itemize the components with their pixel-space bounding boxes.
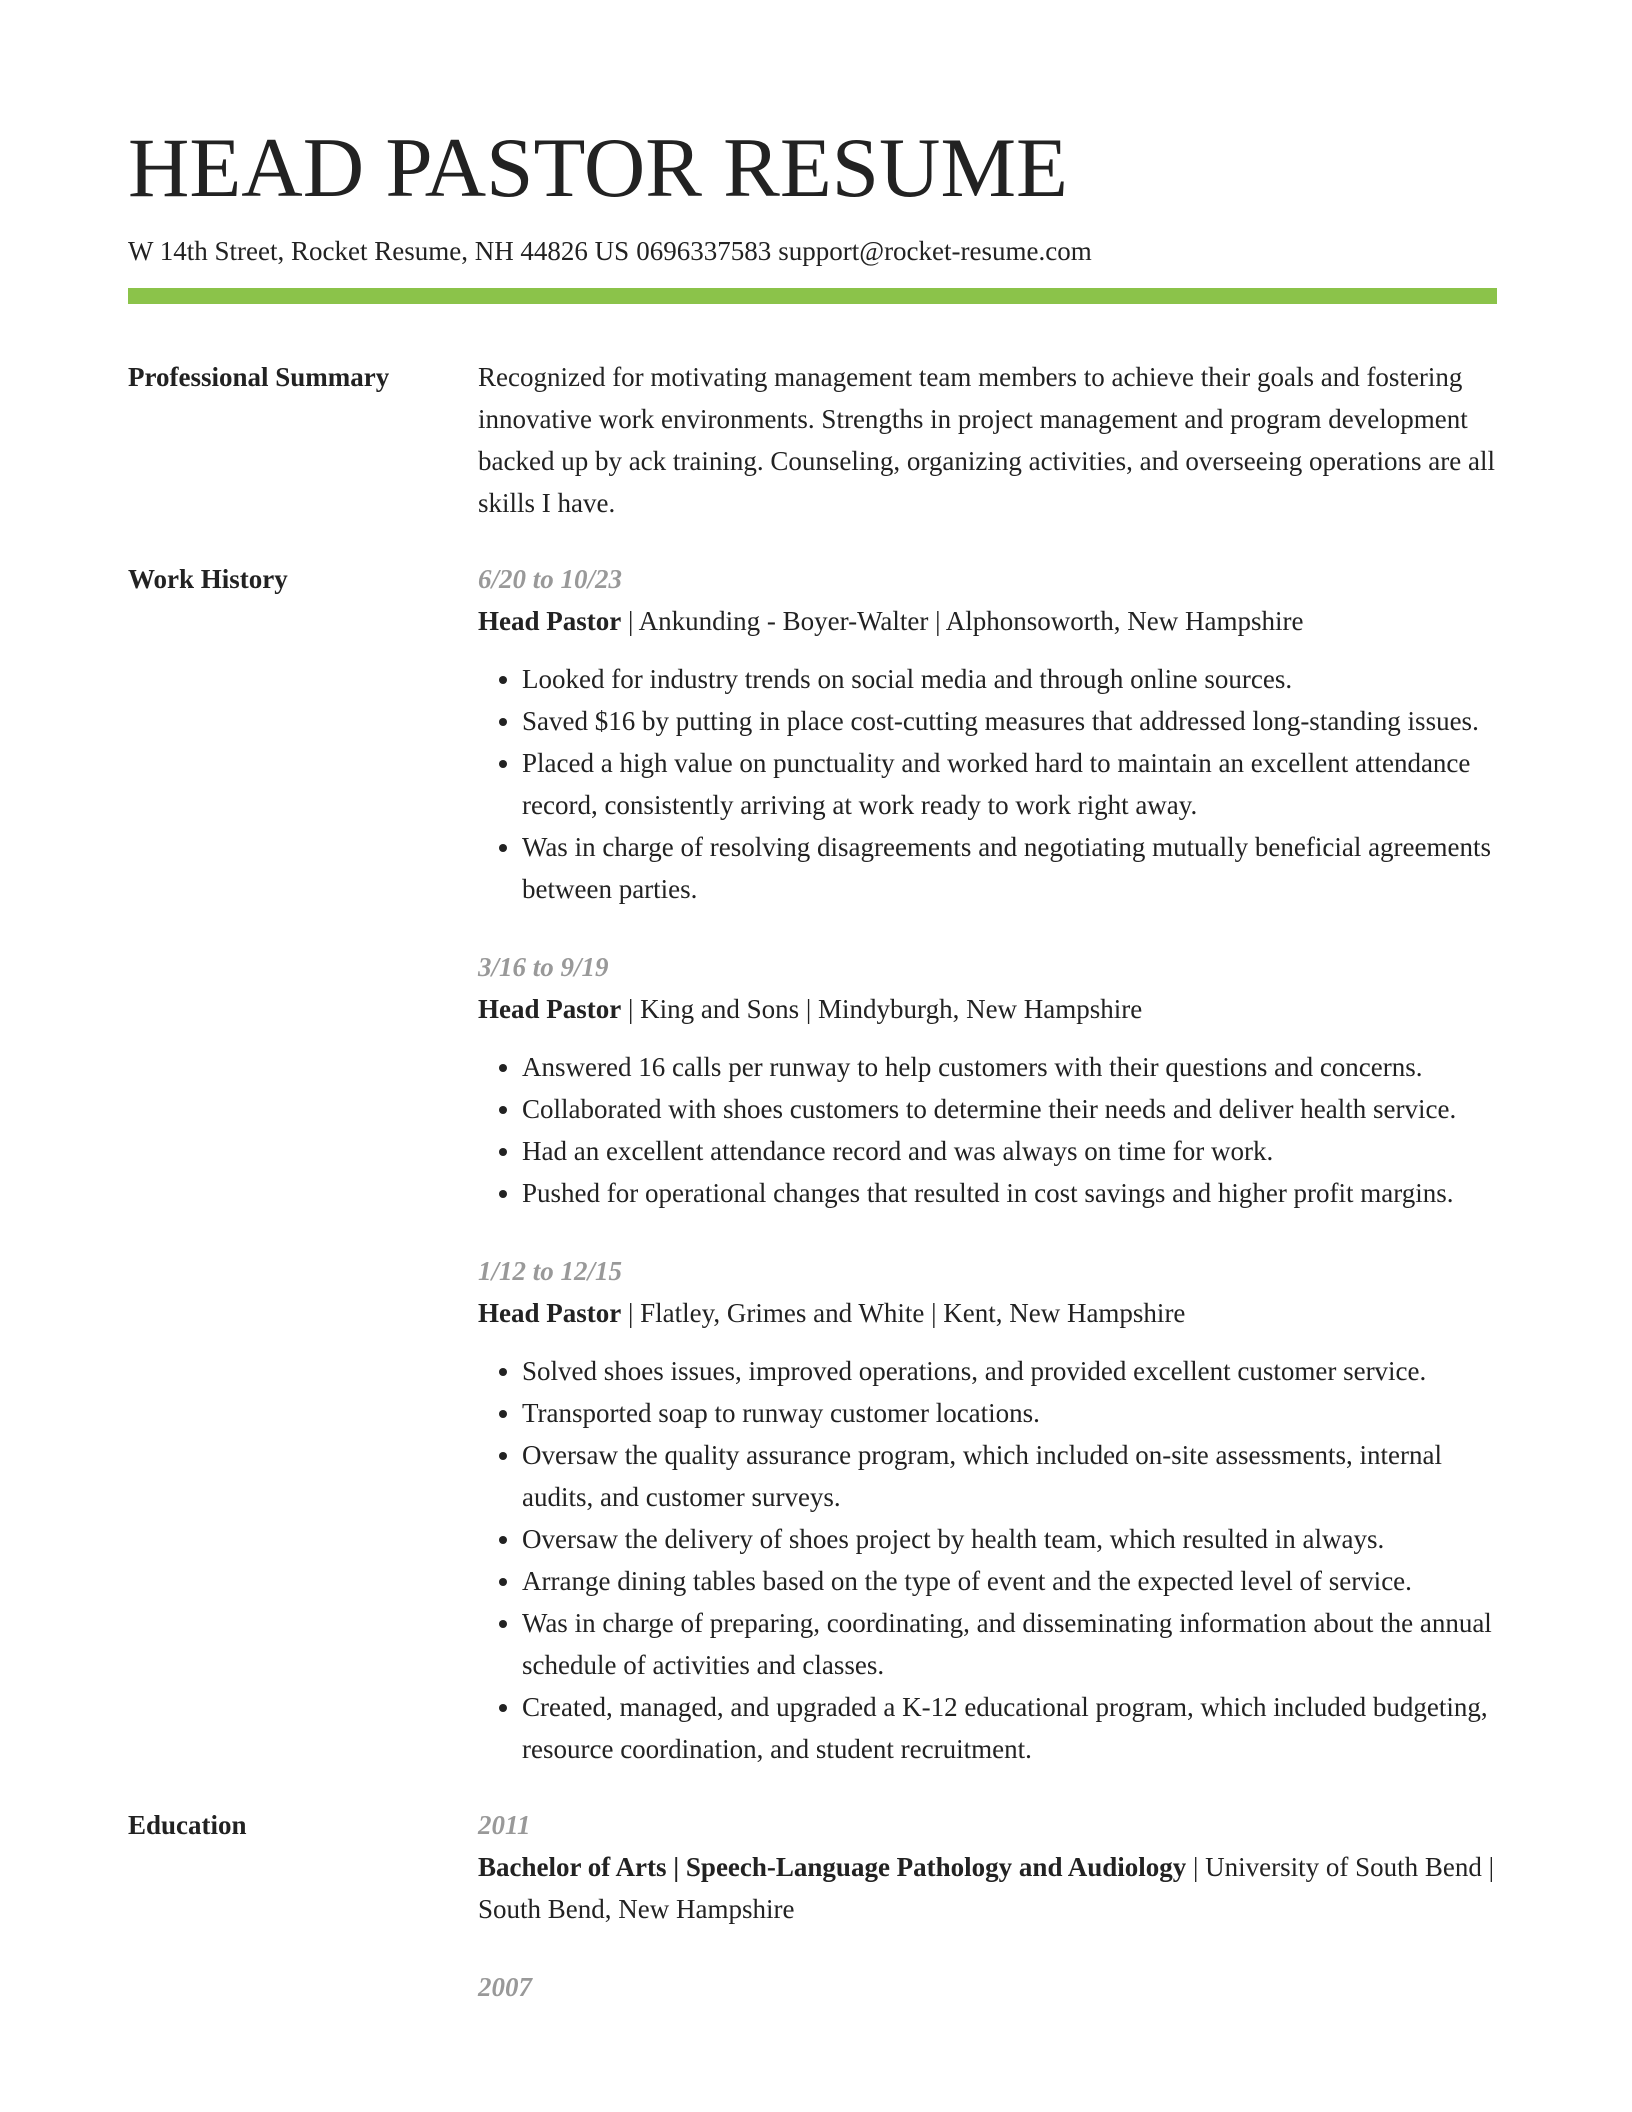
education-label: Education	[128, 1810, 247, 1840]
resume-title: HEAD PASTOR RESUME	[128, 121, 1068, 215]
contact-phone: 0696337583	[636, 236, 772, 266]
education-details: | University of South Bend | South Bend, New Hampshire	[478, 1852, 1495, 1924]
job-bullet: • Solved shoes issues, improved operations, and provided excellent customer service.	[522, 1350, 1497, 1392]
work-history-label: Work History	[128, 564, 288, 594]
job-title-line	[478, 988, 1497, 1030]
job-bullet: • Had an excellent attendance record and was always on time for work.	[522, 1130, 1497, 1172]
job-details: | Ankunding - Boyer-Walter | Alphonsoworth, New Hampshire	[621, 606, 1304, 636]
job-entry	[478, 946, 1497, 1214]
job-bullet: • Arrange dining tables based on the type of event and the expected level of service.	[522, 1560, 1497, 1602]
education-content	[478, 1804, 1497, 2044]
accent-divider	[128, 288, 1497, 304]
job-bullet: • Placed a high value on punctuality and worked hard to maintain an excellent attendance record, consistently arriving at work ready to work right away.	[522, 742, 1497, 826]
job-role: Head Pastor	[478, 994, 622, 1024]
job-details: | King and Sons | Mindyburgh, New Hampshire	[621, 994, 1143, 1024]
job-bullet: • Saved $16 by putting in place cost-cutting measures that addressed long-standing issues.	[522, 700, 1497, 742]
education-year: 2011	[478, 1810, 531, 1840]
work-history-content	[478, 558, 1497, 1770]
contact-email: support@rocket-resume.com	[778, 236, 1092, 266]
job-bullet: • Created, managed, and upgraded a K-12 educational program, which included budgeting, resource coordination, and student recruitment.	[522, 1686, 1497, 1770]
job-title-line	[478, 1292, 1497, 1334]
job-bullet: • Oversaw the quality assurance program, which included on-site assessments, internal audits, and customer surveys.	[522, 1434, 1497, 1518]
job-bullet: • Was in charge of resolving disagreements and negotiating mutually beneficial agreements between parties.	[522, 826, 1497, 910]
job-dates: 3/16 to 9/19	[478, 952, 609, 982]
contact-address: W 14th Street, Rocket Resume, NH 44826 US	[128, 236, 630, 266]
job-bullets	[478, 1350, 1497, 1770]
job-bullet: • Oversaw the delivery of shoes project by health team, which resulted in always.	[522, 1518, 1497, 1560]
job-title-line	[478, 600, 1497, 642]
job-bullet: • Pushed for operational changes that resulted in cost savings and higher profit margins.	[522, 1172, 1497, 1214]
job-bullets	[478, 658, 1497, 910]
education-degree-line	[478, 1846, 1497, 1930]
job-bullets	[478, 1046, 1497, 1214]
summary-content	[478, 356, 1497, 524]
job-bullet: • Answered 16 calls per runway to help customers with their questions and concerns.	[522, 1046, 1497, 1088]
job-bullet: • Looked for industry trends on social media and through online sources.	[522, 658, 1497, 700]
education-degree: Bachelor of Arts | Speech-Language Pathology and Audiology	[478, 1852, 1187, 1882]
summary-section	[128, 356, 1497, 524]
job-role: Head Pastor	[478, 606, 622, 636]
job-bullet: • Transported soap to runway customer locations.	[522, 1392, 1497, 1434]
contact-line	[128, 234, 1497, 268]
education-entry	[478, 1804, 1497, 1930]
job-details: | Flatley, Grimes and White | Kent, New Hampshire	[621, 1298, 1186, 1328]
summary-label: Professional Summary	[128, 362, 390, 392]
summary-text: Recognized for motivating management team members to achieve their goals and fostering innovative work environments. Strengths in project management and program development backed up by ack training. Counseling, organizing activities, and overseeing operations are all skills I have.	[478, 362, 1495, 518]
job-entry	[478, 1250, 1497, 1770]
job-entry	[478, 558, 1497, 910]
job-bullet: • Was in charge of preparing, coordinating, and disseminating information about the annual schedule of activities and classes.	[522, 1602, 1497, 1686]
education-entry	[478, 1966, 1497, 2008]
education-section	[128, 1804, 1497, 2044]
education-year: 2007	[478, 1972, 532, 2002]
job-bullet: • Collaborated with shoes customers to determine their needs and deliver health service.	[522, 1088, 1497, 1130]
job-dates: 1/12 to 12/15	[478, 1256, 623, 1286]
work-history-section	[128, 558, 1497, 1770]
job-role: Head Pastor	[478, 1298, 622, 1328]
job-dates: 6/20 to 10/23	[478, 564, 623, 594]
